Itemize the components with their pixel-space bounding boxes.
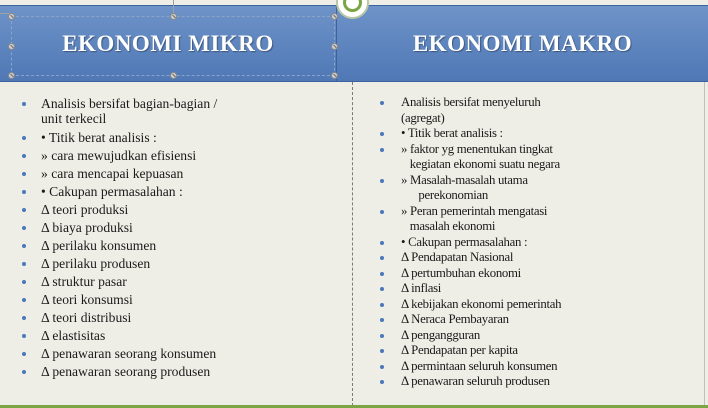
selection-frame[interactable] <box>11 16 335 76</box>
bullet-icon <box>22 244 26 248</box>
list-item <box>354 250 704 266</box>
list-item-text: » Peran pemerintah mengatasi masalah ekonomi <box>401 203 548 233</box>
list-item-text: Δ perilaku produsen <box>41 256 151 271</box>
left-column-title: EKONOMI MIKRO <box>62 30 274 56</box>
bullet-icon <box>380 210 384 214</box>
resize-handle-right-icon[interactable] <box>331 43 338 50</box>
bullet-icon <box>22 190 26 194</box>
list-item-text: Δ teori produksi <box>41 202 129 217</box>
list-item-text: Δ struktur pasar <box>41 274 127 289</box>
left-column-list[interactable] <box>0 96 345 381</box>
bullet-icon <box>22 172 26 176</box>
bullet-icon <box>380 132 384 136</box>
list-item <box>354 359 704 375</box>
right-column-list[interactable] <box>354 95 704 390</box>
list-item <box>354 328 704 344</box>
bullet-icon <box>22 352 26 356</box>
bullet-icon <box>22 298 26 302</box>
right-column-title: EKONOMI MAKRO <box>412 30 633 56</box>
list-item-text: Δ permintaan seluruh konsumen <box>401 358 558 373</box>
bullet-icon <box>380 303 384 307</box>
list-item <box>0 183 345 201</box>
list-item <box>0 363 345 381</box>
list-item <box>354 266 704 282</box>
list-item <box>354 374 704 390</box>
list-item <box>354 204 704 235</box>
bullet-icon <box>380 349 384 353</box>
list-item <box>0 309 345 327</box>
list-item <box>354 235 704 251</box>
list-item <box>0 237 345 255</box>
header-right-cell[interactable] <box>337 6 708 81</box>
list-item-text: • Cakupan permasalahan : <box>41 184 183 199</box>
list-item-text: • Titik berat analisis : <box>401 126 503 140</box>
list-item-text: » cara mewujudkan efisiensi <box>41 148 197 163</box>
list-item-text: Δ biaya produksi <box>41 220 133 235</box>
list-item-text: Δ penawaran seorang produsen <box>41 364 211 379</box>
bullet-icon <box>380 272 384 276</box>
list-item <box>354 297 704 313</box>
resize-handle-bottom-icon[interactable] <box>170 72 177 79</box>
list-item-text: Δ Pendapatan per kapita <box>401 343 518 357</box>
list-item-text: Δ penawaran seluruh produsen <box>401 374 550 388</box>
bullet-icon <box>380 148 384 152</box>
list-item <box>0 165 345 183</box>
list-item-text: • Titik berat analisis : <box>41 130 157 145</box>
bullet-icon <box>22 280 26 284</box>
bullet-icon <box>380 241 384 245</box>
list-item-text: Δ pengangguran <box>401 327 481 342</box>
list-item <box>0 96 345 129</box>
bullet-icon <box>380 365 384 369</box>
list-item <box>0 273 345 291</box>
bullet-icon <box>22 262 26 266</box>
list-item <box>0 147 345 165</box>
list-item-text: Δ pertumbuhan ekonomi <box>401 265 521 280</box>
list-item-text: Δ kebijakan ekonomi pemerintah <box>401 296 562 311</box>
list-item-text: Δ teori konsumsi <box>41 292 133 307</box>
list-item <box>354 312 704 328</box>
list-item <box>0 291 345 309</box>
list-item-text: Δ Pendapatan Nasional <box>401 250 514 264</box>
bullet-icon <box>380 179 384 183</box>
resize-handle-bottom-left-icon[interactable] <box>8 72 15 79</box>
content-area <box>0 82 708 404</box>
bullet-icon <box>22 208 26 212</box>
list-item-text: • Cakupan permasalahan : <box>401 234 528 249</box>
bullet-icon <box>22 102 26 106</box>
list-item-text: Δ elastisitas <box>41 328 106 343</box>
resize-handle-top-left-icon[interactable] <box>8 13 15 20</box>
list-item <box>0 327 345 345</box>
list-item <box>0 345 345 363</box>
resize-handle-top-right-icon[interactable] <box>331 13 338 20</box>
list-item-text: » cara mencapai kepuasan <box>41 166 184 181</box>
bullet-icon <box>380 380 384 384</box>
bullet-icon <box>380 101 384 105</box>
list-item <box>354 281 704 297</box>
list-item-text: Δ teori distribusi <box>41 310 132 325</box>
list-item-text: Δ perilaku konsumen <box>41 238 157 253</box>
bullet-icon <box>22 154 26 158</box>
list-item-text: Δ inflasi <box>401 281 442 295</box>
list-item-text: Δ penawaran seorang konsumen <box>41 346 217 361</box>
list-item <box>354 142 704 173</box>
list-item <box>354 173 704 204</box>
bullet-icon <box>22 316 26 320</box>
bullet-icon <box>22 334 26 338</box>
resize-handle-left-icon[interactable] <box>8 43 15 50</box>
list-item-text: Analisis bersifat menyeluruh (agregat) <box>401 95 541 125</box>
list-item <box>0 201 345 219</box>
bullet-icon <box>380 256 384 260</box>
list-item <box>0 255 345 273</box>
list-item-text: » Masalah-masalah utama perekonomian <box>401 172 528 202</box>
list-item <box>0 129 345 147</box>
list-item-text: » faktor yg menentukan tingkat kegiatan ekonomi suatu negara <box>401 141 560 171</box>
resize-handle-top-icon[interactable] <box>170 13 177 20</box>
bullet-icon <box>380 334 384 338</box>
bullet-icon <box>380 287 384 291</box>
list-item <box>354 343 704 359</box>
list-item <box>354 126 704 142</box>
bullet-icon <box>22 226 26 230</box>
bullet-icon <box>380 318 384 322</box>
list-item <box>0 219 345 237</box>
resize-handle-bottom-right-icon[interactable] <box>331 72 338 79</box>
list-item-text: Δ Neraca Pembayaran <box>401 312 509 326</box>
bullet-icon <box>22 370 26 374</box>
list-item <box>354 95 704 126</box>
list-item-text: Analisis bersifat bagian-bagian / unit terkecil <box>41 96 218 126</box>
bullet-icon <box>22 136 26 140</box>
